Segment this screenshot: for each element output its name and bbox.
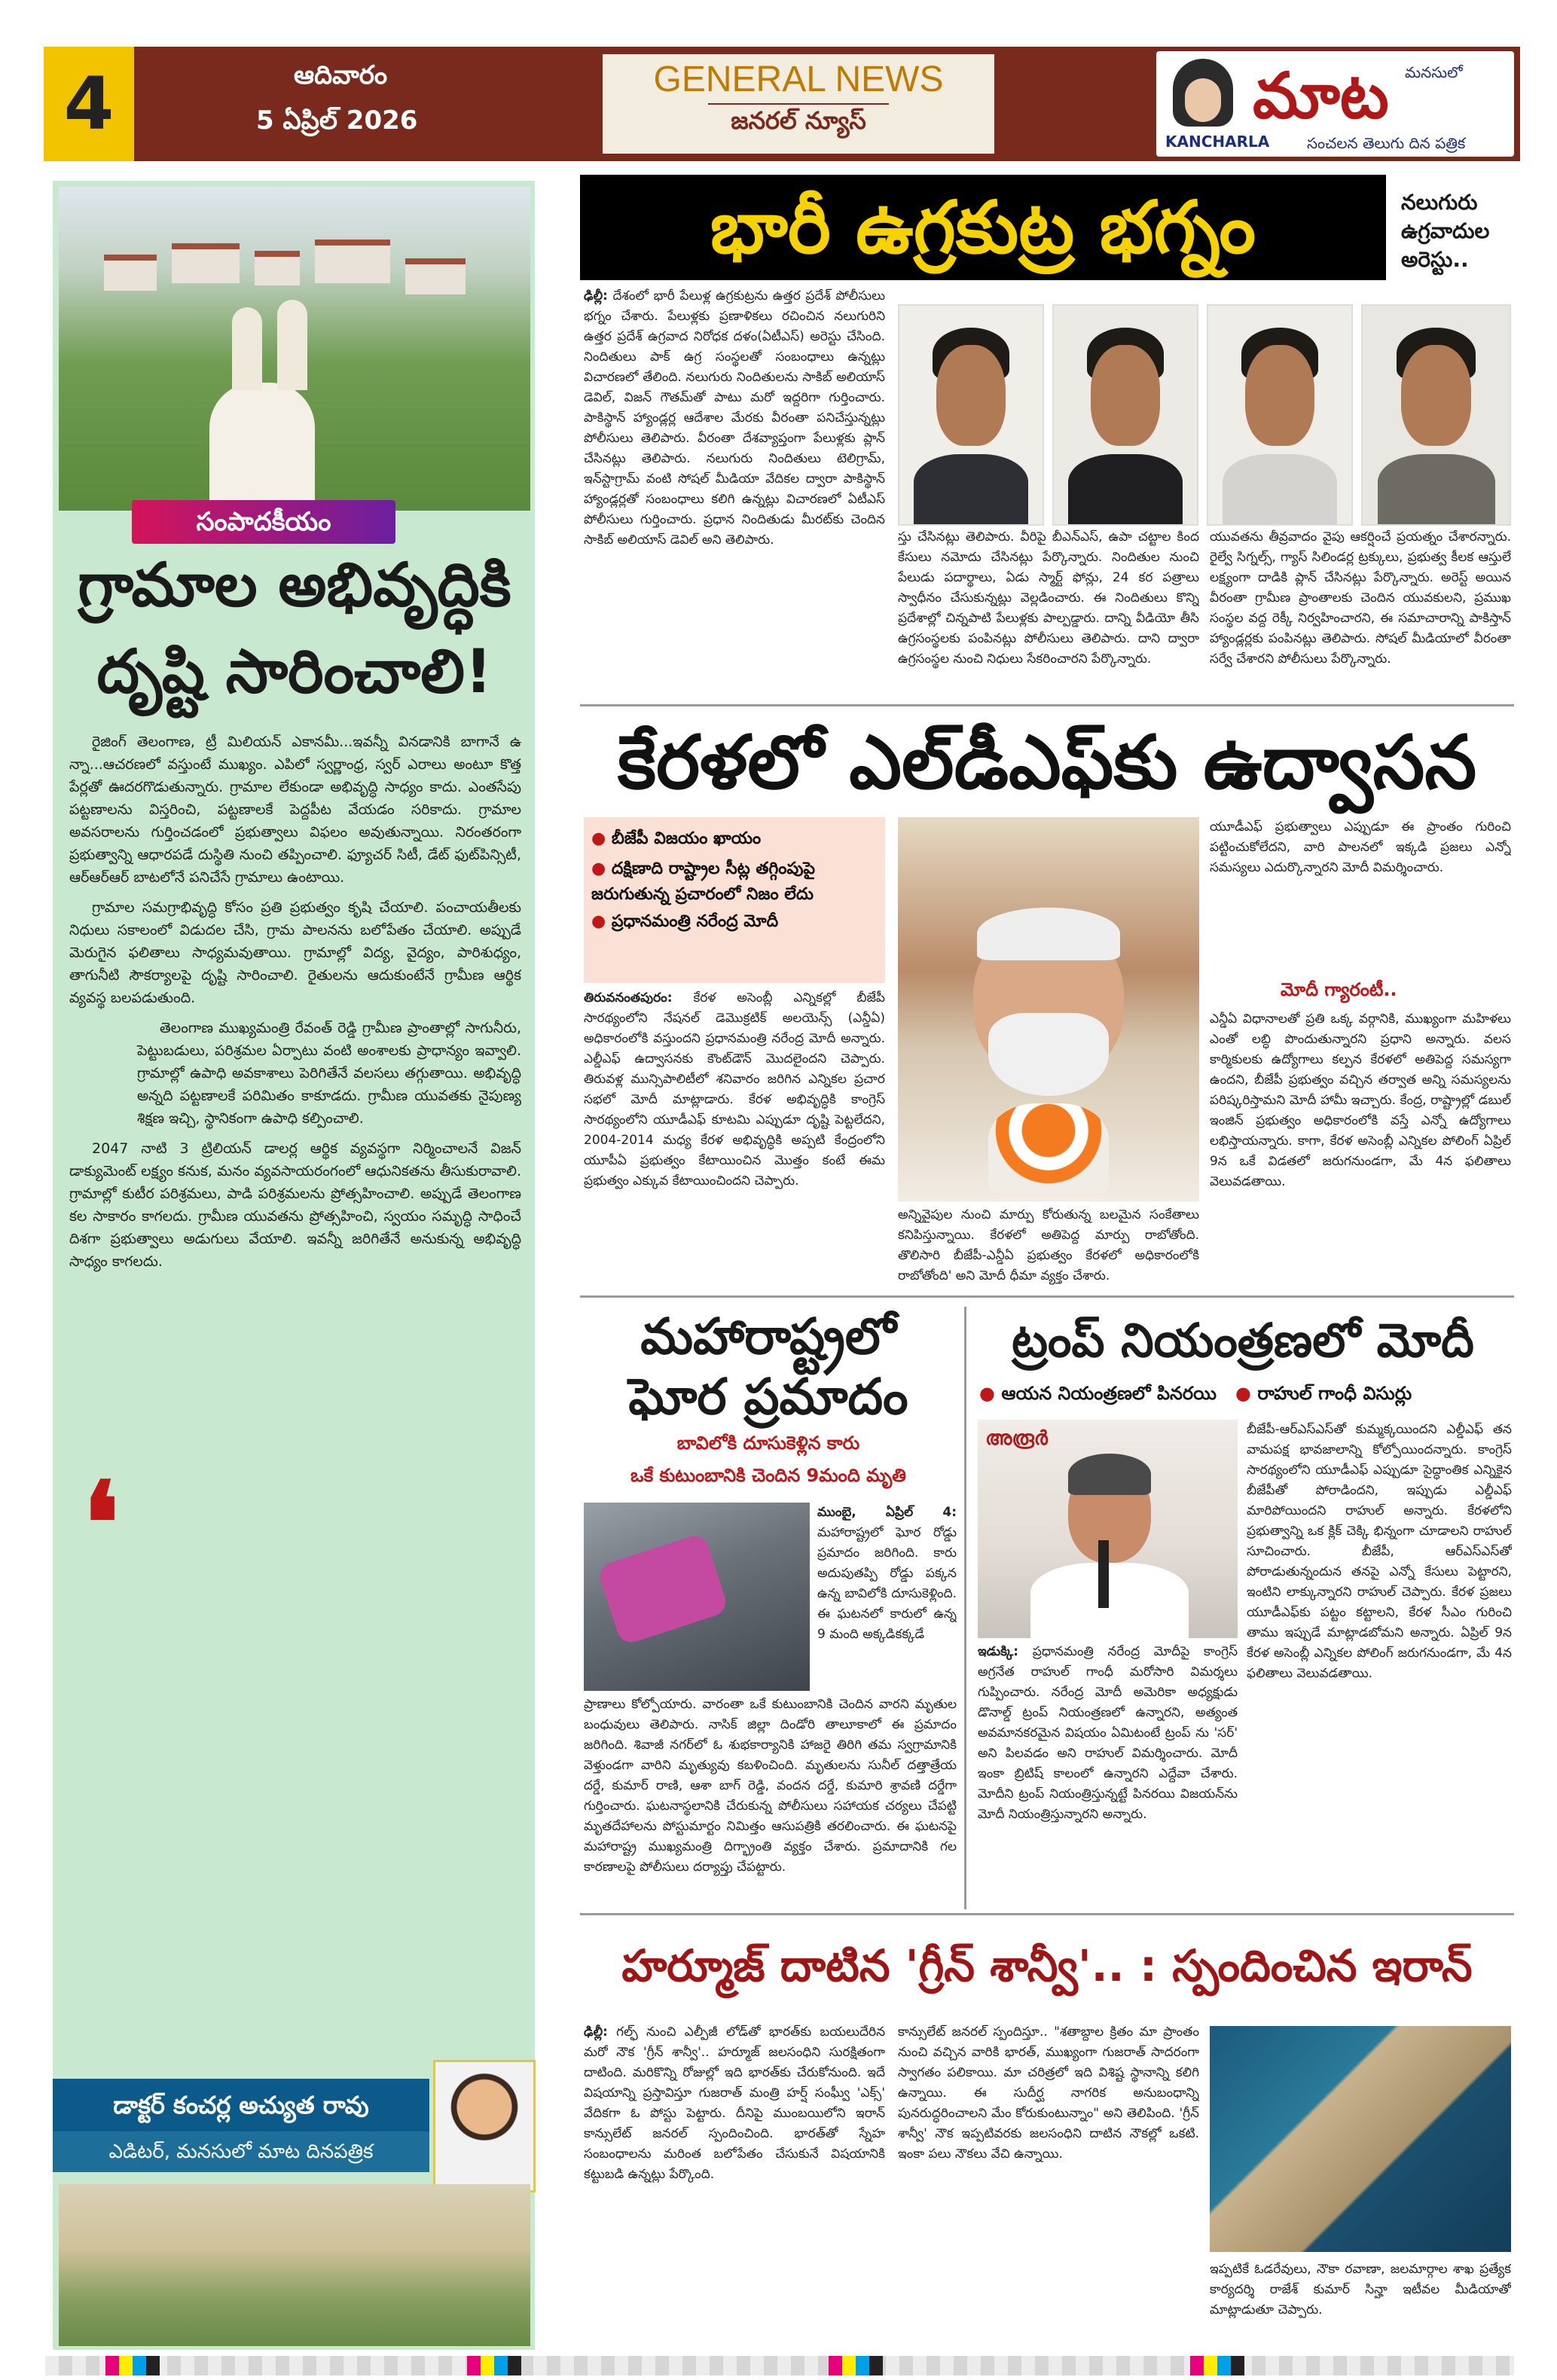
editorial-paragraph: తెలంగాణ ముఖ్యమంత్రి రేవంత్ రెడ్డి గ్రామీణ ప్రాంతాల్లో సాగునీరు, పెట్టుబడులు, పరిశ్రమల ఏర్పాటు వంటి అంశాలకు ప్రాధాన్యం ఇవ్వాలి. గ్రామాల్లో ఉపాధి అవకాశాలు పెరిగితేనే వలసలు తగ్గుతాయి. అభివృద్ధి అన్నది పట్టణాలకే పరిమితం కాకూడదు. గ్రామీణ యువతకు నైపుణ్య శిక్షణ ఇచ్చి, స్థానికంగా ఉపాధి కల్పించాలి. xyxy=(137,1020,521,1127)
accused-photo-4 xyxy=(1361,304,1511,526)
story2-bullet: ● దక్షిణాది రాష్ట్రాల సీట్ల తగ్గింపుపై జరుగుతున్న ప్రచారంలో నిజం లేదు xyxy=(591,859,816,904)
story1-col1-text: దేశంలో భారీ పేలుళ్ల ఉగ్రకుట్రను ఉత్తర ప్రదేశ్ పోలీసులు భగ్నం చేశారు. పేలుళ్లకు ప్రణాళికలు రచించిన నలుగురిని ఉత్తర ప్రదేశ్ ఉగ్రవాద నిరోధక దళం(ఏటీఎస్) అరెస్టు చేసింది. నిందితులు పాక్ ఉగ్ర సంస్థలతో సంబంధాలు ఉన్నట్లు విచారణలో తేలింది. నలుగురు నిందితులను సాకిబ్ అలియాస్ డెవిల్, విజన్ గౌతమ్‌తో పాటు మరో ఇద్దరిగా గుర్తించారు. పాకిస్థాన్ హ్యాండ్లర్ల ఆదేశాల మేరకు వీరంతా పనిచేస్తున్నట్లు పోలీసులు తెలిపారు. వీరంతా దేశవ్యాప్తంగా పేలుళ్లకు ప్లాన్ చేసినట్లు తెలిపారు. నలుగురు నిందితులు టెలిగ్రామ్, ఇన్‌స్టాగ్రామ్ వంటి సోషల్ మీడియా వేదికల ద్వారా పాకిస్థాన్ హ్యాండ్లర్లతో సంబంధాలు కలిగి ఉన్నట్లు విచారణలో ఏటీఎస్ పోలీసులు గుర్తించారు. ప్రధాన నిందితుడు మీరట్‌కు చెందిన సాకిబ్ అలియాస్ డెవిల్ అని తెలిపారు. xyxy=(584,288,885,548)
logo-person-name: KANCHARLA xyxy=(1165,133,1270,151)
story2-subhead: మోదీ గ్యారంటీ.. xyxy=(1281,979,1397,1000)
column-divider xyxy=(964,1307,966,1909)
editorial-paragraph: రైజింగ్ తెలంగాణ, ట్రీ మిలియన్ ఎకానమీ...ఇవన్నీ వినడానికి బాగానే ఉ న్నా...ఆచరణలో వస్తుంటే ముఖ్యం. ఎపిలో స్వర్ణాంధ్ర, స్వర్ ఎరాలు అంటూ కొత్త పేర్లతో ఊదరగొడుతున్నారు. గ్రామాల లేకుండా అభివృద్ధి సాధ్యం కాదు. ఎంతసేపు పట్టణాలను విస్తరించి, పట్టణాలకే పెద్దపీట వేయడం సరికాదు. గ్రామాల అవసరాలను గుర్తించడంలో ప్రభుత్వాలు విఫలం అవుతున్నాయి. నిరంతరంగా ప్రభుత్వాన్ని ఆధారపడే దుస్థితి నుంచి తప్పించాలి. ఫ్యూచర్ సిటీ, డేట్ ఫుట్‌పిన్సిటీ, ఆర్ఆర్ఆర్ బాటలోనే పనిచేసే గ్రామాలు ఉంటాయి. xyxy=(69,734,521,886)
masthead-logo xyxy=(1156,51,1514,157)
logo-brand-text: మాట xyxy=(1253,59,1389,133)
editorial-body xyxy=(69,731,521,2064)
editorial-paragraph: 2047 నాటి 3 ట్రిలియన్ డాలర్ల ఆర్థిక వ్యవస్థగా నిర్మించాలనే విజన్ డాక్యుమెంట్ లక్ష్యం కనుక, మనం వ్యవసాయరంగంలో ఆధునికతను తీసుకురావాలి. గ్రామాల్లో కుటీర పరిశ్రమలు, పాడి పరిశ్రమలను ప్రోత్సహించాలి. అప్పుడే తెలంగాణ కల సాకారం కాగలదు. గ్రామీణ యువతను ప్రోత్సహించి, స్వయం సమృద్ధి సాధించే దిశగా ప్రభుత్వాలు అడుగులు వేయాలి. ఇవన్నీ జరిగితేనే అనుకున్న అభివృద్ధి సాధ్యం కాగలదు. xyxy=(69,1140,521,1270)
header-day: ఆదివారం xyxy=(294,60,388,90)
story3-lead xyxy=(817,1503,957,1691)
story3-lead-text: మహారాష్ట్రలో ఘోర రోడ్డు ప్రమాదం జరిగింది. కారు అదుపుతప్పి రోడ్డు పక్కన ఉన్న బావిలోకి దూసుకెళ్లింది. ఈ ఘటనలో కారులో ఉన్న 9 మంది అక్కడికక్కడే xyxy=(817,1525,957,1642)
accused-photo-2 xyxy=(1052,304,1198,526)
story3-body: ప్రాణాలు కోల్పోయారు. వారంతా ఒకే కుటుంబానికి చెందిన వారని మృతుల బంధువులు తెలిపారు. నాసిక్ జిల్లా దిండోరి తాలూకాలో ఈ ప్రమాదం జరిగింది. శివాజీ నగర్‌లో ఓ శుభకార్యానికి హాజరై తిరిగి తమ స్వగ్రామానికి వెళ్తుండగా వారిని మృత్యువు కబళించింది. మృతులను సునీల్ దత్తాత్రేయ దర్డే, కుమార్ రాణి, ఆశా బాగ్ రెడ్డి, వందన దర్డే, కుమారి శ్రావణి దర్డేగా గుర్తించారు. ఘటనాస్థలానికి చేరుకున్న పోలీసులు సహాయక చర్యలు చేపట్టి మృతదేహాలను పోస్టుమార్టం నిమిత్తం ఆసుపత్రికి తరలించారు. ఈ ఘటనపై మహారాష్ట్ర ముఖ్యమంత్రి దిగ్భ్రాంతి వ్యక్తం చేశారు. ప్రమాదానికి గల కారణాలపై పోలీసులు దర్యాప్తు చేపట్టారు. xyxy=(584,1697,957,1875)
editorial-tag: సంపాదకీయం xyxy=(132,500,395,544)
story5-col1 xyxy=(584,2022,885,2346)
author-name: డాక్టర్ కంచర్ల అచ్యుత రావు xyxy=(53,2079,429,2131)
story3-dateline: ముంబై, ఏప్రిల్ 4: xyxy=(817,1505,957,1520)
village-photo xyxy=(59,187,530,511)
story5-col1-text: గల్ఫ్ నుంచి ఎల్పీజీ లోడ్‌తో భారత్‌కు బయలుదేరిన మరో నౌక 'గ్రీన్ శాన్వీ'.. హర్మూజ్ జలసంధిని సురక్షితంగా దాటింది. మరికొన్ని రోజుల్లో ఇది భారత్‌కు చేరుకోనుంది. ఇదే విషయాన్ని ప్రస్తావిస్తూ గుజరాత్ మంత్రి హర్ష్ సంఘ్వీ 'ఎక్స్' వేదికగా ఓ పోస్టు పెట్టారు. దీనిపై ముంబయిలోని ఇరాన్ కాన్సులేట్ జనరల్ స్పందించింది. భారత్‌తో స్నేహ సంబంధాలను మరింత బలోపేతం చేసుకునే విషయానికి కట్టుబడి ఉన్నట్లు పేర్కొంది. xyxy=(584,2025,885,2182)
publisher-portrait xyxy=(1173,59,1233,127)
header-date: 5 ఏప్రిల్ 2026 xyxy=(256,105,418,136)
section-title-telugu: జనరల్ న్యూస్ xyxy=(708,103,889,141)
print-registration-strip xyxy=(45,2356,1514,2375)
story2-col3b: ఎన్డీఏ విధానాలతో ప్రతి ఒక్క వర్గానికి, ముఖ్యంగా మహిళలు ఎంతో లబ్ధి పొందుతున్నారని ప్రధాని అన్నారు. వలస కార్మికులకు ఉద్యోగాలు కల్పన కేరళలో అతిపెద్ద సమస్యగా ఉందని, బీజేపీ ప్రభుత్వం వచ్చిన తర్వాత అన్ని సమస్యలను పరిష్కరిస్తామని మోదీ హామీ ఇచ్చారు. కేంద్ర, రాష్ట్రాల్లో డబుల్ ఇంజిన్ ప్రభుత్వం అధికారంలోకి వస్తే ఎన్నో ఉద్యోగాలు లభిస్తాయన్నారు. కాగా, కేరళ అసెంబ్లీ ఎన్నికల పోలింగ్ ఏప్రిల్ 9న ఒకే విడతలో జరుగనుండగా, మే 4న ఫలితాలు వెలువడతాయి. xyxy=(1210,1012,1511,1189)
section-title-english: GENERAL NEWS xyxy=(653,60,944,99)
story4-bullet-2: రాహుల్ గాంధీ విసుర్లు xyxy=(1257,1383,1412,1404)
story1-dateline: ఢిల్లీ: xyxy=(584,288,608,304)
story1-col1 xyxy=(584,286,885,693)
divider xyxy=(580,1295,1514,1298)
story5-col2: కాన్సులేట్ జనరల్ స్పందిస్తూ.. "శతాబ్దాల క్రితం మా ప్రాంతం నుంచి వచ్చిన వారికి భారత్, ముఖ్యంగా గుజరాత్ సాదరంగా స్వాగతం పలికాయి. మా చరిత్రలో ఇది విశిష్ట స్థానాన్ని కలిగి ఉన్నాయి. ఈ సుదీర్ఘ నాగరిక అనుబంధాన్ని పునరుద్ధరించాలని మేం కోరుకుంటున్నాం" అని తెలిపింది. 'గ్రీన్ శాన్వీ' నౌక ఇప్పటివరకు జలసంధిని దాటిన నౌకల్లో ఒకటి. ఇంకా పలు నౌకలు వేచి ఉన్నాయి. xyxy=(898,2025,1199,2162)
field-photo xyxy=(59,2184,530,2346)
editorial-headline-1: గ్రామాల అభివృద్ధికి xyxy=(78,550,511,620)
story3-headline-2: ఘోర ప్రమాదం xyxy=(628,1368,908,1426)
accused-photo-3 xyxy=(1207,304,1353,526)
story5-dateline: ఢిల్లీ: xyxy=(584,2025,608,2040)
story2-col1 xyxy=(584,988,885,1289)
page-number: 4 xyxy=(44,47,134,161)
story3-headline-1: మహారాష్ట్రలో xyxy=(640,1307,896,1365)
story1-headline: భారీ ఉగ్రకుట్ర భగ్నం xyxy=(580,175,1386,280)
author-title: ఎడిటర్, మనసులో మాట దినపత్రిక xyxy=(53,2131,429,2172)
story4-lead xyxy=(978,1642,1238,1906)
story2-col1-text: కేరళ అసెంబ్లీ ఎన్నికల్లో బీజేపీ సారథ్యంలోని నేషనల్ డెమొక్రటిక్ అలయెన్స్ (ఎన్డీఏ) అధికారంలోకి వస్తుందని ప్రధానమంత్రి నరేంద్ర మోదీ అన్నారు. ఎల్డీఎఫ్ ఉద్వాసనకు కౌంట్‌డౌన్ మొదలైందని చెప్పారు. తిరువళ్ల మున్సిపాలిటీలో శనివారం జరిగిన ఎన్నికల ప్రచార సభలో మోదీ మాట్లాడారు. కేరళ అభివృద్ధికి కాంగ్రెస్ సారథ్యంలోని యూడీఎఫ్ కూటమి ఎప్పుడూ దృష్టి పెట్టలేదని, 2004-2014 మధ్య కేరళ అభివృద్ధికి అప్పటి కేంద్రంలోని యూపీఏ ప్రభుత్వం కేటాయించిన మొత్తం కంటే ఈమ ప్రభుత్వం ఎక్కువ కేటాయించిందని చెప్పారు. xyxy=(584,990,885,1188)
story1-col3: యువతను తీవ్రవాదం వైపు ఆకర్షించే ప్రయత్నం చేశారన్నారు. రైల్వే సిగ్నల్స్, గ్యాస్ సిలిండర్ల ట్రక్కులు, ప్రభుత్వ కీలక ఆస్తులే లక్ష్యంగా దాడికి ప్లాన్ చేసినట్లు పేర్కొన్నారు. అరెస్ట్ అయిన వీరంతా గ్రామీణ ప్రాంతాలకు చెందిన యువకులని, ప్రముఖ సంస్థల వద్ద రెక్కీ నిర్వహించారని, ఈ సమాచారాన్ని పాకిస్తాన్ హ్యాండ్లర్లకు పంపినట్లు తెలిపారు. సోషల్ మీడియాలో వీరంతా సర్వే చేశారని పోలీసులు పేర్కొన్నారు. xyxy=(1210,529,1511,667)
story2-col2: అన్నివైపుల నుంచి మార్పు కోరుతున్న బలమైన సంకేతాలు కనిపిస్తున్నాయి. కేరళలో అతిపెద్ద మార్పు రాబోతోంది. తొలిసారి బీజేపీ-ఎన్డీఏ ప్రభుత్వం కేరళలో అధికారంలోకి రాబోతోంది' అని మోదీ ధీమా వ్యక్తం చేశారు. xyxy=(898,1207,1199,1283)
story1-col2: స్తు చేసినట్లు తెలిపారు. వీరిపై బీఎన్ఎస్, ఉపా చట్టాల కింద కేసులు నమోదు చేసినట్లు పేర్కొన్నారు. నిందితుల నుంచి పేలుడు పదార్థాలు, ఏడు స్మార్ట్ ఫోన్లు, 24 కర పత్రాలు స్వాధీనం చేసుకున్నట్లు వెల్లడించారు. ఈ నిందితులు కొన్ని ప్రదేశాల్లో చిన్నపాటి పేలుళ్లకు పాల్పడ్డారు. దాన్ని వీడియో తీసి ఉగ్రసంస్థలకు పంపినట్లు పోలీసులు తెలిపారు. దాని ద్వారా ఉగ్రసంస్థల నుంచి నిధులు సేకరించారని పేర్కొన్నారు. xyxy=(898,529,1199,667)
story3-sub-1: బావిలోకి దూసుకెళ్లిన కారు xyxy=(676,1433,860,1454)
rahul-photo xyxy=(978,1420,1238,1638)
story4-headline: ట్రంప్ నియంత్రణలో మోదీ xyxy=(1012,1313,1474,1368)
divider xyxy=(580,1913,1514,1915)
divider xyxy=(580,704,1514,706)
story3-sub-2: ఒకే కుటుంబానికి చెందిన 9మంది మృతి xyxy=(630,1465,906,1486)
rahul-photo-sign: അരൂർ xyxy=(985,1427,1048,1450)
story4-bullet-1: ఆయన నియంత్రణలో పినరయి xyxy=(1001,1383,1217,1404)
logo-small-text: మనసులో xyxy=(1405,63,1463,81)
story2-dateline: తిరువనంతపురం: xyxy=(584,990,673,1005)
editorial-headline-2: దృష్టి సారించాలి! xyxy=(96,636,493,706)
story2-bullet-box xyxy=(584,817,885,983)
story2-bullet: ● ప్రధానమంత్రి నరేంద్ర మోదీ xyxy=(591,912,779,931)
story2-bullet: ● బీజేపీ విజయం ఖాయం xyxy=(591,829,762,848)
hormuz-satellite-photo xyxy=(1210,2026,1511,2252)
story2-headline: కేరళలో ఎల్‌డీఎఫ్‌కు ఉద్వాసన xyxy=(617,720,1477,806)
quote-mark-icon: ❛ xyxy=(83,1457,120,1590)
accident-photo xyxy=(584,1503,810,1691)
section-title-box xyxy=(603,54,994,154)
story5-headline: హర్మూజ్ దాటిన 'గ్రీన్ శాన్వీ'.. : స్పందించిన ఇరాన్ xyxy=(621,1940,1473,1991)
logo-tagline: సంచలన తెలుగు దిన పత్రిక xyxy=(1307,134,1466,152)
story5-caption: ఇప్పటికే ఓడరేవులు, నౌకా రవాణా, జలమార్గాల శాఖ ప్రత్యేక కార్యదర్శి రాజేశ్ కుమార్ సిన్హా ఇటీవల మీడియాతో మాట్లాడుతూ చెప్పారు. xyxy=(1210,2262,1511,2317)
story4-col2: బీజేపీ-ఆర్ఎస్ఎస్‌తో కుమ్మక్కయిందని ఎల్డీఎఫ్ తన వామపక్ష భావజాలాన్ని కోల్పోయిందన్నారు. కాంగ్రెస్ సారథ్యంలోని యూడీఎఫ్ ఎప్పుడూ సైద్ధాంతిక ఎన్నికైన బీజేపీతో పోరాడిందని, ఇప్పుడు ఎల్డీఎఫ్ మారిపోయిందని రాహుల్ అన్నారు. కేరళలోని ప్రభుత్వాన్ని ఒక క్లిక్ చెక్కి భిన్నంగా చూడాలని రాహుల్ సూచించారు. బీజేపీ, ఆర్ఎస్ఎస్‌తో పోరాడుతున్నందున తనపై ఎన్నో కేసులు పెట్టారని, ఇంటిని లాక్కున్నారని రాహుల్ చెప్పారు. కేరళ ప్రజలు యూడీఎఫ్‌కు పట్టం కట్టాలని, కేరళ సీఎం గురించి తాము ఇప్పుడే మాట్లాడబోమని అన్నారు. ఏప్రిల్ 9న కేరళ అసెంబ్లీ ఎన్నికల పోలింగ్ జరుగనుండగా, మే 4న ఫలితాలు వెలువడతాయి. xyxy=(1247,1422,1512,1681)
story1-photo-row xyxy=(898,304,1508,523)
accused-photo-1 xyxy=(898,304,1044,526)
author-photo xyxy=(433,2060,536,2192)
story4-dateline: ఇడుక్కి: xyxy=(978,1644,1019,1659)
story2-col3: యూడీఎఫ్ ప్రభుత్వాలు ఎప్పుడూ ఈ ప్రాంతం గురించి పట్టించుకోలేదని, వారి పాలనలో ఇక్కడి ప్రజలు ఎన్నో సమస్యలు ఎదుర్కొన్నారని మోదీ విమర్శించారు. xyxy=(1210,819,1511,875)
story4-lead-text: ప్రధానమంత్రి నరేంద్ర మోదీపై కాంగ్రెస్ అగ్రనేత రాహుల్ గాంధీ మరోసారి విమర్శలు గుప్పించారు. నరేంద్ర మోదీ అమెరికా అధ్యక్షుడు డొనాల్డ్ ట్రంప్ నియంత్రణలో ఉన్నారని, అత్యంత అవమానకరమైన విషయం ఏమిటంటే ట్రంప్ ను 'సర్' అని పిలవడం అని రాహుల్ విమర్శించారు. మోదీ ఇంకా బ్రిటిష్ కాలంలో ఉన్నారని ఎద్దేవా చేశారు. మోదీని ట్రంప్ నియంత్రిస్తున్నట్టే పినరయి విజయన్‌ను మోదీ నియంత్రిస్తున్నారని అన్నారు. xyxy=(978,1644,1238,1822)
story1-side-note: నలుగురు ఉగ్రవాదుల అరెస్టు.. xyxy=(1401,190,1490,272)
modi-photo xyxy=(898,817,1199,1201)
story4-bullets: ● ఆయన నియంత్రణలో పినరయి ● రాహుల్ గాంధీ విసుర్లు xyxy=(979,1383,1412,1404)
editorial-paragraph: గ్రామాల సమగ్రాభివృద్ధి కోసం ప్రతి ప్రభుత్వం కృషి చేయాలి. పంచాయతీలకు నిధులు సకాలంలో విడుదల చేసి, గ్రామ పాలనను బలోపేతం చేయాలి. అప్పుడే మెరుగైన ఫలితాలు సాధ్యమవుతాయి. గ్రామాల్లో విద్య, వైద్యం, పారిశుధ్యం, తాగునీటి సౌకర్యాలపై దృష్టి సారించాలి. రైతులను ఆదుకుంటేనే గ్రామీణ ఆర్థిక వ్యవస్థ బలపడుతుంది. xyxy=(69,899,521,1006)
